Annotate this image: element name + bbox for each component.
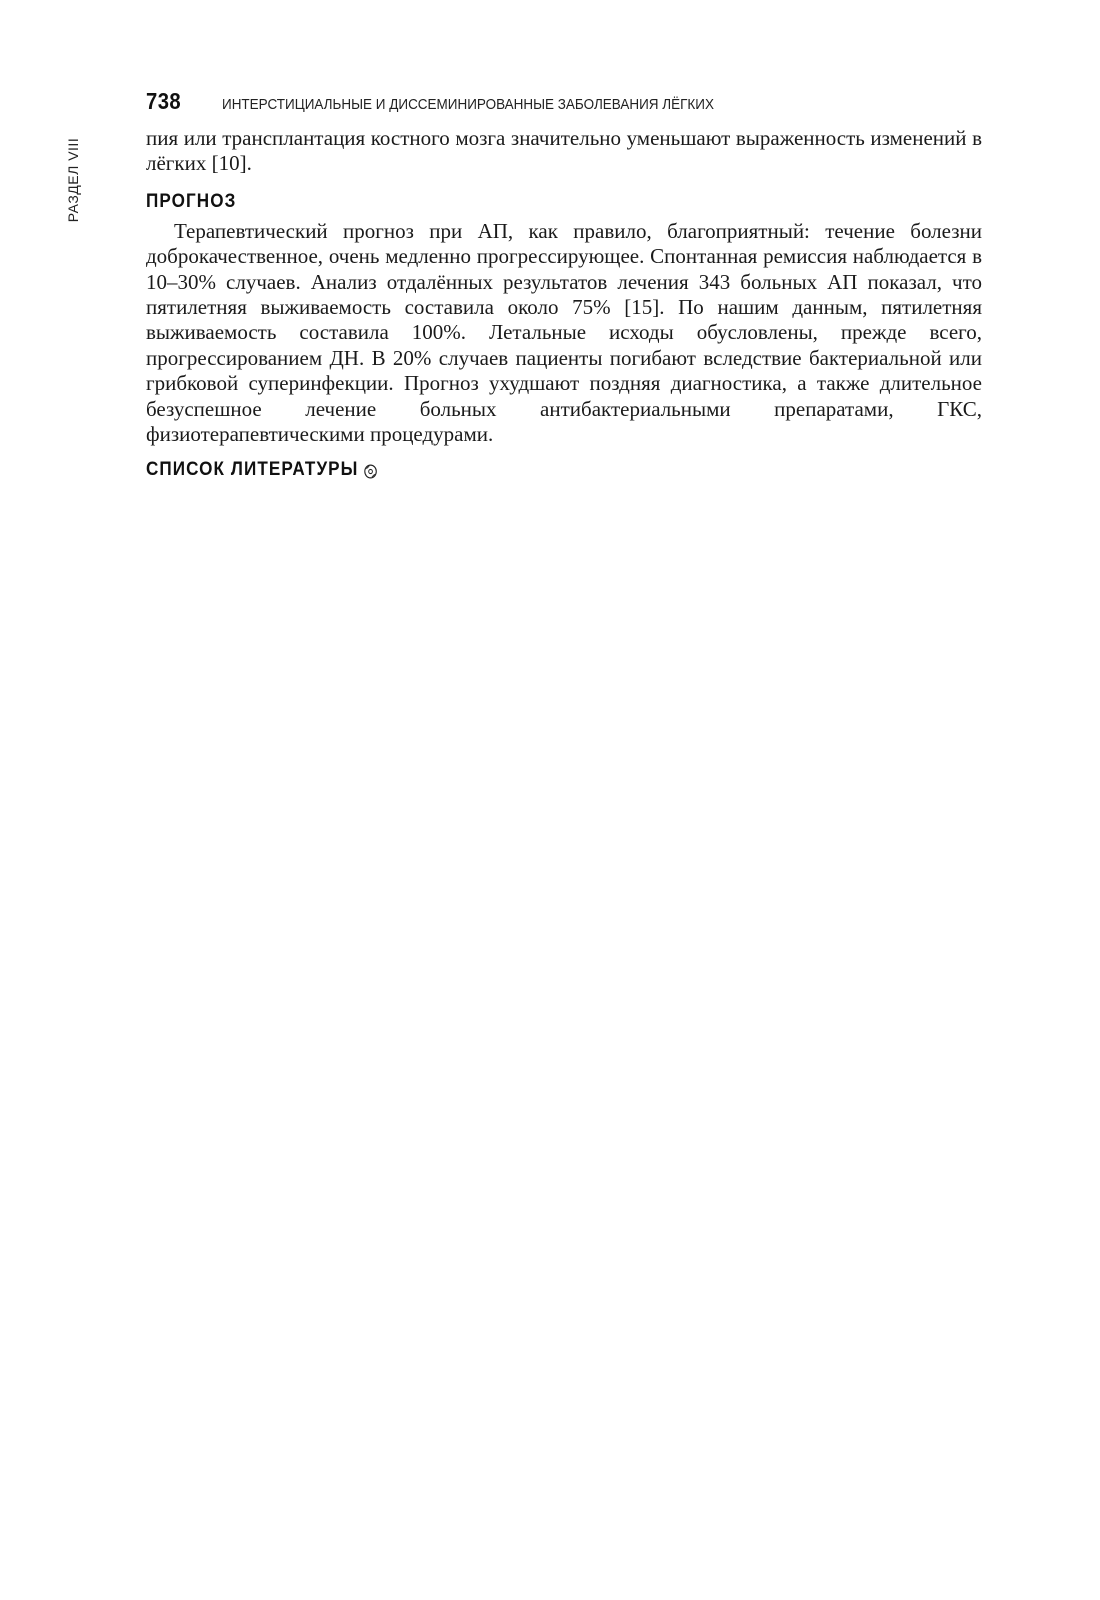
section-heading-references: СПИСОК ЛИТЕРАТУРЫ bbox=[146, 459, 359, 481]
section-heading-prognosis: ПРОГНОЗ bbox=[146, 190, 237, 212]
running-title: ИНТЕРСТИЦИАЛЬНЫЕ И ДИССЕМИНИРОВАННЫЕ ЗАБОЛЕВАНИЯ ЛЁГКИХ bbox=[222, 97, 714, 113]
page-number: 738 bbox=[146, 88, 182, 114]
section-heading-references-row bbox=[146, 459, 898, 481]
page-content bbox=[146, 126, 982, 487]
section-side-label bbox=[62, 130, 84, 230]
running-header bbox=[146, 88, 986, 118]
prognosis-paragraph: Терапевтический прогноз при АП, как правило, благоприятный: течение болезни доброкачественное, очень медленно прогрессирующее. Спонтанная ремиссия наблюдается в 10–30% случаев. Анализ отдалённых результатов лечения 343 больных АП показал, что пятилетняя выживаемость составила около 75% [15]. По нашим данным, пятилетняя выживаемость составила 100%. Летальные исходы обусловлены, прежде всего, прогрессированием ДН. В 20% случаев пациенты погибают вследствие бактериальной или грибковой суперинфекции. Прогноз ухудшают поздняя диагностика, а также длительное безуспешное лечение больных антибактериальными препаратами, ГКС, физиотерапевтическими процедурами. bbox=[146, 218, 982, 447]
continued-paragraph: пия или трансплантация костного мозга значительно уменьшают выраженность изменений в лёгких [10]. bbox=[146, 126, 982, 176]
section-side-label-text: РАЗДЕЛ VIII bbox=[65, 137, 81, 223]
cd-disc-icon bbox=[364, 463, 378, 478]
